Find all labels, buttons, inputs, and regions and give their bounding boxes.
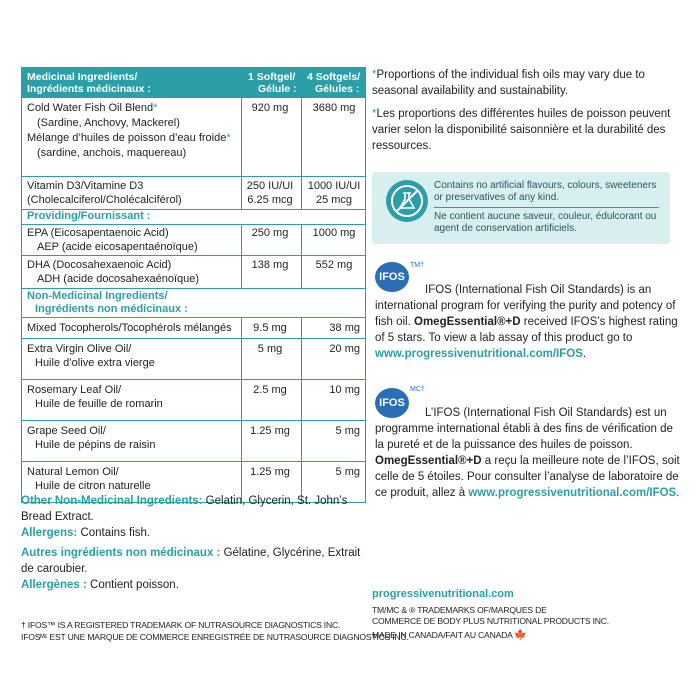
box-text-fr: Ne contient aucune saveur, couleur, édulcorant ou agent de conservation artificiels. [434, 211, 657, 234]
ifos-text-fr: L’IFOS (International Fish Oil Standards) est un programme international établi à des fins de vérification de la pureté et de la puissance des huiles de poisson. OmegEssential®+D a reçu la meilleure note de l’IFOS, soit celle de 5 étoiles. Pour consulter l’analyse de laboratoire de ce produit, allez à www.progressivenutritional.com/IFOS. [375, 407, 680, 499]
non-medicinal-rows [22, 317, 365, 502]
ifos-text-en: IFOS (International Fish Oil Standards) is an international program for verifying the purity and potency of fish oil. OmegEssential®+D received IFOS’s highest rating of 5 stars. To view a lab assay of this product go to www.progressivenutritional.com/IFOS. [375, 284, 678, 360]
row-epa: EPA (Eicosapentaenoic Acid) AEP (acide eicosapentaénoïque) 250 mg 1000 mg [22, 224, 365, 255]
note-fr: *Les proportions des différentes huiles de poisson peuvent varier selon la disponibilité saisonnière et la durabilité des ressources. [372, 108, 671, 152]
table-row: Grape Seed Oil/ Huile de pépins de raisin 1.25 mg 5 mg [22, 420, 365, 461]
no-artificial-box [372, 172, 670, 244]
ifos-logo-fr-icon: IFOS [375, 388, 409, 418]
non-medicinal-heading: Non-Medicinal Ingredients/ Ingrédients non médicinaux : [22, 288, 365, 317]
row-dha: DHA (Docosahexaenoic Acid) ADH (acide docosahexaénoïque) 138 mg 552 mg [22, 255, 365, 288]
proportion-notes [372, 67, 672, 154]
ifos-link-fr[interactable]: www.progressivenutritional.com/IFOS [468, 487, 677, 499]
box-text-en: Contains no artificial flavours, colours, sweeteners or preservatives of any kind. [434, 180, 657, 203]
table-row: Natural Lemon Oil/ Huile de citron naturelle 1.25 mg 5 mg [22, 461, 365, 502]
maple-leaf-icon: 🍁 [514, 630, 527, 641]
ingredients-table [21, 67, 366, 503]
ifos-link-en[interactable]: www.progressivenutritional.com/IFOS [375, 348, 583, 360]
header-1-softgel: 1 Softgel/ Gélule : [248, 71, 297, 95]
website-url[interactable]: progressivenutritional.com [372, 588, 514, 600]
box-divider [434, 207, 659, 208]
row-vitamin-d3: Vitamin D3/Vitamine D3 (Cholecalciferol/Cholécalciférol) 250 IU/UI 6.25 mcg 1000 IU/UI 25 mcg [22, 176, 365, 209]
trademark-footnote: † IFOS™ IS A REGISTERED TRADEMARK OF NUTRASOURCE DIAGNOSTICS INC. IFOSᴹᶜ EST UNE MARQUE DE COMMERCE ENREGISTRÉE DE NUTRASOURCE DIAGNOSTICS INC. [21, 620, 409, 642]
no-additives-icon [386, 180, 428, 222]
table-row: Extra Virgin Olive Oil/ Huile d’olive extra vierge 5 mg 20 mg [22, 338, 365, 379]
other-ingredients: Other Non-Medicinal Ingredients: Gelatin, Glycerin, St. John’s Bread Extract. Allergens: Contains fish. Autres ingrédients non médicinaux : Gélatine, Glycérine, Extrait de caroubier. Allergènes : Contient poisson. [21, 495, 361, 591]
table-row: Rosemary Leaf Oil/ Huile de feuille de romarin 2.5 mg 10 mg [22, 379, 365, 420]
header-ingredients: Medicinal Ingredients/ Ingrédients médicinaux : [27, 71, 151, 95]
note-en: *Proportions of the individual fish oils may vary due to seasonal availability and sustainability. [372, 69, 645, 97]
trademark-notice: TM/MC & ® TRADEMARKS OF/MARQUES DE COMMERCE DE BODY PLUS NUTRITIONAL PRODUCTS INC. MADE IN CANADA/FAIT AU CANADA 🍁 [372, 605, 609, 641]
table-row: Mixed Tocopherols/Tocophérols mélangés 9.5 mg 38 mg [22, 317, 365, 338]
row-fish-oil: Cold Water Fish Oil Blend* (Sardine, Anchovy, Mackerel) Mélange d’huiles de poisson d’eau froide* (sardine, anchois, maquereau) 920 mg 3680 mg [22, 98, 365, 176]
ifos-logo-icon: IFOS [375, 262, 409, 292]
providing-heading: Providing/Fournissant : [22, 209, 365, 224]
table-header [22, 68, 365, 98]
header-4-softgels: 4 Softgels/ Gélules : [307, 71, 361, 95]
